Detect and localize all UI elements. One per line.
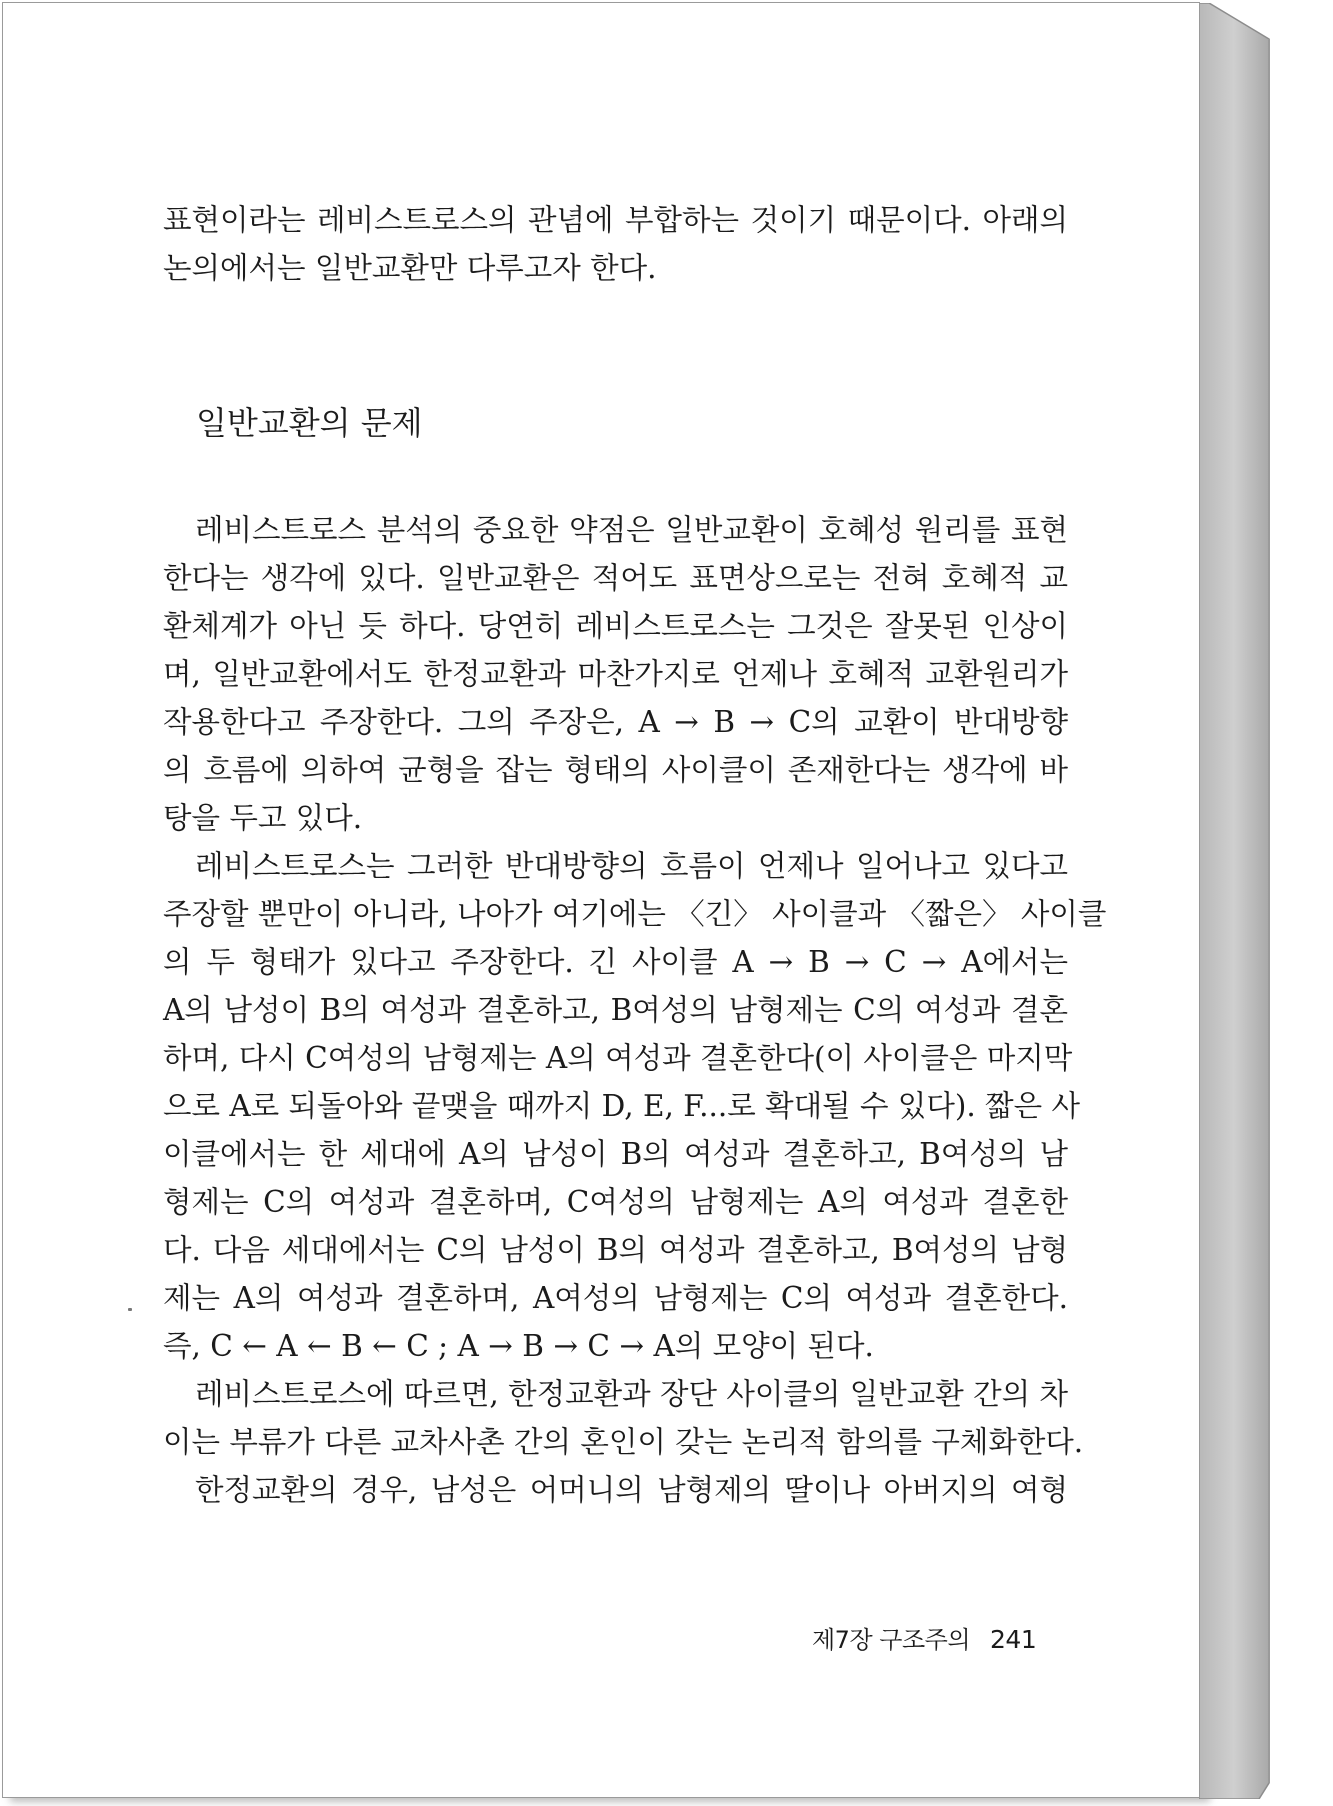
text-line: 레비스트로스는 그러한 반대방향의 흐름이 언제나 일어나고 있다고 [195, 849, 1068, 883]
running-footer [812, 1620, 1036, 1655]
text-line: 레비스트로스 분석의 중요한 약점은 일반교환이 호혜성 원리를 표현 [195, 513, 1068, 547]
text-line: 제는 A의 여성과 결혼하며, A여성의 남형제는 C의 여성과 결혼한다. [163, 1281, 1068, 1315]
text-line: 다. 다음 세대에서는 C의 남성이 B의 여성과 결혼하고, B여성의 남형 [163, 1233, 1068, 1267]
text-line: 표현이라는 레비스트로스의 관념에 부합하는 것이기 때문이다. 아래의 [163, 203, 1068, 237]
text-line: 탕을 두고 있다. [163, 801, 363, 835]
paragraph [163, 1370, 1084, 1466]
text-line: 주장할 뿐만이 아니라, 나아가 여기에는 〈긴〉 사이클과 〈짧은〉 사이클 [163, 897, 1107, 931]
intro-paragraph [163, 196, 1068, 292]
text-line: 의 두 형태가 있다고 주장한다. 긴 사이클 A → B → C → A에서는 [163, 945, 1068, 979]
text-line: 한다는 생각에 있다. 일반교환은 적어도 표면상으로는 전혀 호혜적 교 [163, 561, 1068, 595]
text-line: 의 흐름에 의하여 균형을 잡는 형태의 사이클이 존재한다는 생각에 바 [163, 753, 1068, 787]
text-line: 며, 일반교환에서도 한정교환과 마찬가지로 언제나 호혜적 교환원리가 [163, 657, 1068, 691]
text-line: 레비스트로스에 따르면, 한정교환과 장단 사이클의 일반교환 간의 차 [195, 1377, 1068, 1411]
text-line: 하며, 다시 C여성의 남형제는 A의 여성과 결혼한다(이 사이클은 마지막 [163, 1041, 1073, 1075]
text-line: 환체계가 아닌 듯 하다. 당연히 레비스트로스는 그것은 잘못된 인상이 [163, 609, 1068, 643]
text-line: 이는 부류가 다른 교차사촌 간의 혼인이 갖는 논리적 함의를 구체화한다. [163, 1425, 1084, 1459]
chapter-title: 제7장 구조주의 [812, 1626, 971, 1654]
text-line: 형제는 C의 여성과 결혼하며, C여성의 남형제는 A의 여성과 결혼한 [163, 1185, 1068, 1219]
text-line: 즉, C ← A ← B ← C ; A → B → C → A의 모양이 된다. [163, 1329, 874, 1363]
book-page-edge [1199, 3, 1279, 1799]
page-number: 241 [990, 1625, 1037, 1654]
text-line: 논의에서는 일반교환만 다루고자 한다. [163, 251, 657, 285]
text-line: A의 남성이 B의 여성과 결혼하고, B여성의 남형제는 C의 여성과 결혼 [163, 993, 1068, 1027]
paragraph [163, 506, 1068, 842]
text-line: 작용한다고 주장한다. 그의 주장은, A → B → C의 교환이 반대방향 [163, 705, 1068, 739]
section-heading: 일반교환의 문제 [196, 404, 423, 442]
paragraph [163, 1466, 1068, 1514]
text-line: 으로 A로 되돌아와 끝맺을 때까지 D, E, F...로 확대될 수 있다). 짧은 사 [163, 1089, 1081, 1123]
body-text [163, 506, 1107, 1514]
text-line: 이클에서는 한 세대에 A의 남성이 B의 여성과 결혼하고, B여성의 남 [163, 1137, 1068, 1171]
scan-speck [128, 1308, 132, 1311]
text-line: 한정교환의 경우, 남성은 어머니의 남형제의 딸이나 아버지의 여형 [195, 1473, 1068, 1507]
paragraph [163, 842, 1107, 1370]
